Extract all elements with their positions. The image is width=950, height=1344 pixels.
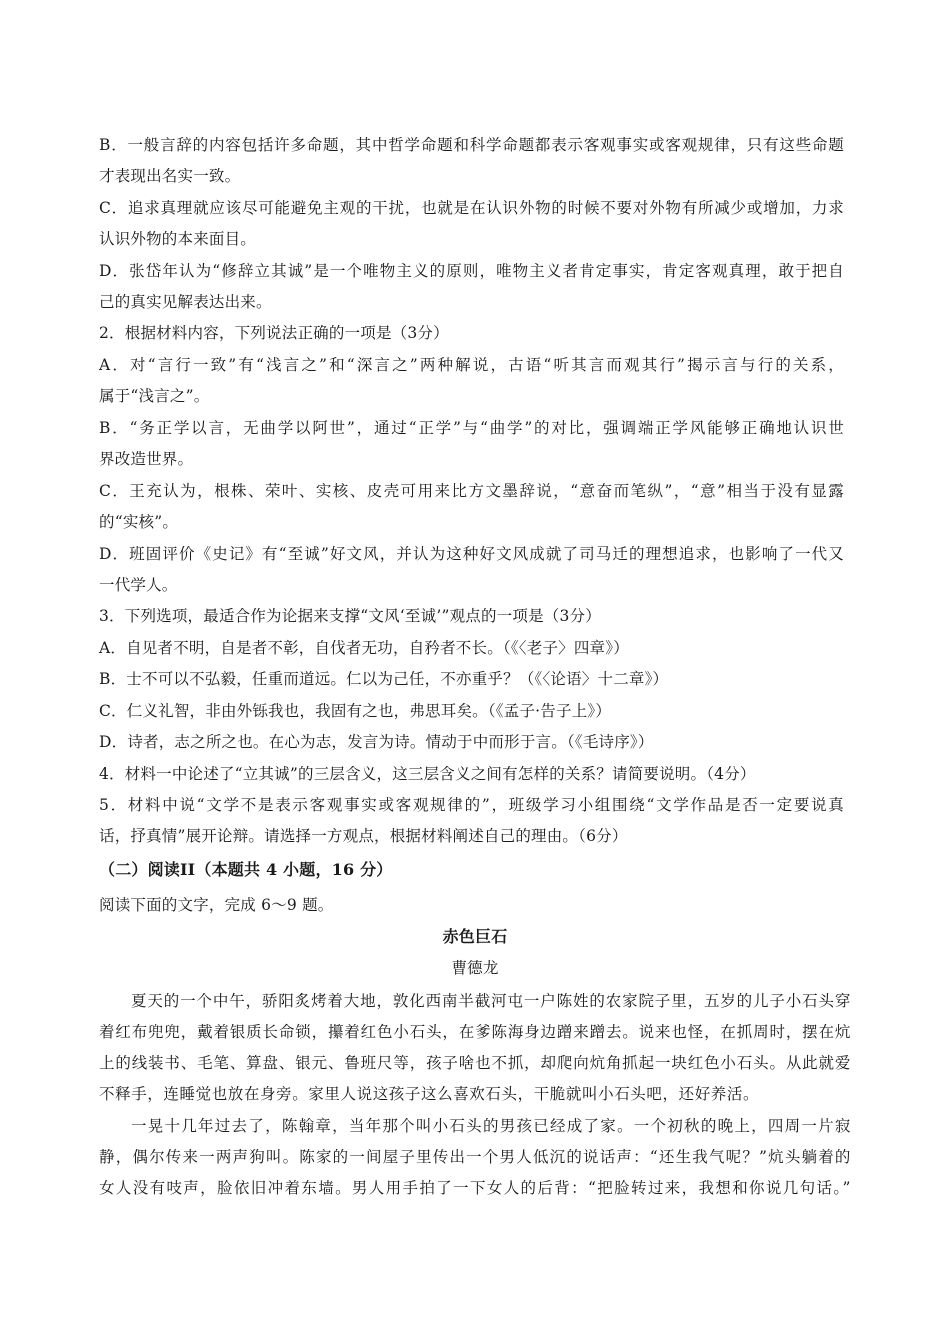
q2-option-a-line2: 属于“浅言之”。 [99,387,210,405]
story-title: 赤色巨石 [442,927,508,946]
q1-option-c-line2: 认识外物的本来面目。 [99,230,257,248]
q2-option-b-line1: B．“务正学以言，无曲学以阿世”，通过“正学”与“曲学”的对比，强调端正学风能够正确地认识世 [99,419,844,437]
story-p1-line3: 上的线装书、毛笔、算盘、银元、鲁班尺等，孩子啥也不抓，却爬向炕角抓起一块红色小石头。从此就爱 [99,1054,851,1072]
q2-option-a-line1: A．对“言行一致”有“浅言之”和“深言之”两种解说，古语“听其言而观其行”揭示言与行的关系， [99,356,844,374]
q3-option-b: B．士不可以不弘毅，任重而道远。仁以为己任，不亦重乎？（《〈论语〉十二章》） [99,670,669,688]
q1-option-b-line2: 才表现出名实一致。 [99,167,241,185]
q5-stem-line1: 5．材料中说“文学不是表示客观事实或客观规律的”，班级学习小组围绕“文学作品是否一定要说真 [99,796,844,814]
q3-stem: 3．下列选项，最适合作为论据来支撑“文风‘至诚’”观点的一项是（3分） [99,607,601,625]
q2-stem: 2．根据材料内容，下列说法正确的一项是（3分） [99,324,449,342]
story-p1-line4: 不释手，连睡觉也放在身旁。家里人说这孩子这么喜欢石头，干脆就叫小石头吧，还好养活。 [99,1085,760,1103]
story-p2-line2: 静，偶尔传来一两声狗叫。陈家的一间屋子里传出一个男人低沉的说话声：“还生我气呢？”炕头躺着的 [99,1148,851,1166]
q2-option-c-line2: 的“实核”。 [99,513,179,531]
q1-option-c-line1: C．追求真理就应该尽可能避免主观的干扰，也就是在认识外物的时候不要对外物有所减少或增加，力求 [99,199,844,217]
q1-option-d-line1: D．张岱年认为“修辞立其诚”是一个唯物主义的原则，唯物主义者肯定事实，肯定客观真理，敢于把自 [99,262,844,280]
story-p2-line1: 一晃十几年过去了，陈翰章，当年那个叫小石头的男孩已经成了家。一个初秋的晚上，四周一片寂 [131,1117,851,1135]
q2-option-b-line2: 界改造世界。 [99,450,194,468]
q3-option-d: D．诗者，志之所之也。在心为志，发言为诗。情动于中而形于言。（《毛诗序》） [99,733,654,751]
story-p1-line2: 着红布兜兜，戴着银质长命锁，攥着红色小石头，在爹陈海身边蹭来蹭去。说来也怪，在抓周时，摆在炕 [99,1023,851,1041]
q1-option-b-line1: B．一般言辞的内容包括许多命题，其中哲学命题和科学命题都表示客观事实或客观规律，只有这些命题 [99,136,844,154]
q3-option-c: C．仁义礼智，非由外铄我也，我固有之也，弗思耳矣。（《孟子·告子上》） [99,702,612,720]
q2-option-d-line1: D．班固评价《史记》有“至诚”好文风，并认为这种好文风成就了司马迁的理想追求，也影响了一代又 [99,545,844,563]
story-p2-line3: 女人没有吱声，脸依旧冲着东墙。男人用手拍了一下女人的后背：“把脸转过来，我想和你说几句话。” [99,1179,851,1197]
section-heading: （二）阅读II（本题共 4 小题，16 分） [99,860,393,879]
q2-option-d-line2: 一代学人。 [99,576,178,594]
q1-option-d-line2: 己的真实见解表达出来。 [99,293,272,311]
story-author: 曹德龙 [451,959,499,977]
section-instruction: 阅读下面的文字，完成 6～9 题。 [99,896,334,914]
q5-stem-line2: 话，抒真情”展开论辩。请选择一方观点，根据材料阐述自己的理由。（6分） [99,827,628,845]
story-p1-line1: 夏天的一个中午，骄阳炙烤着大地，敦化西南半截河屯一户陈姓的农家院子里，五岁的儿子小石头穿 [131,992,851,1010]
q2-option-c-line1: C．王充认为，根株、荣叶、实核、皮壳可用来比方文墨辞说，“意奋而笔纵”，“意”相当于没有显露 [99,482,844,500]
q3-option-a: A．自见者不明，自是者不彰，自伐者无功，自矜者不长。（《〈老子〉四章》） [99,639,629,657]
q4-stem: 4．材料一中论述了“立其诚”的三层含义，这三层含义之间有怎样的关系？请简要说明。（4分） [99,765,756,783]
